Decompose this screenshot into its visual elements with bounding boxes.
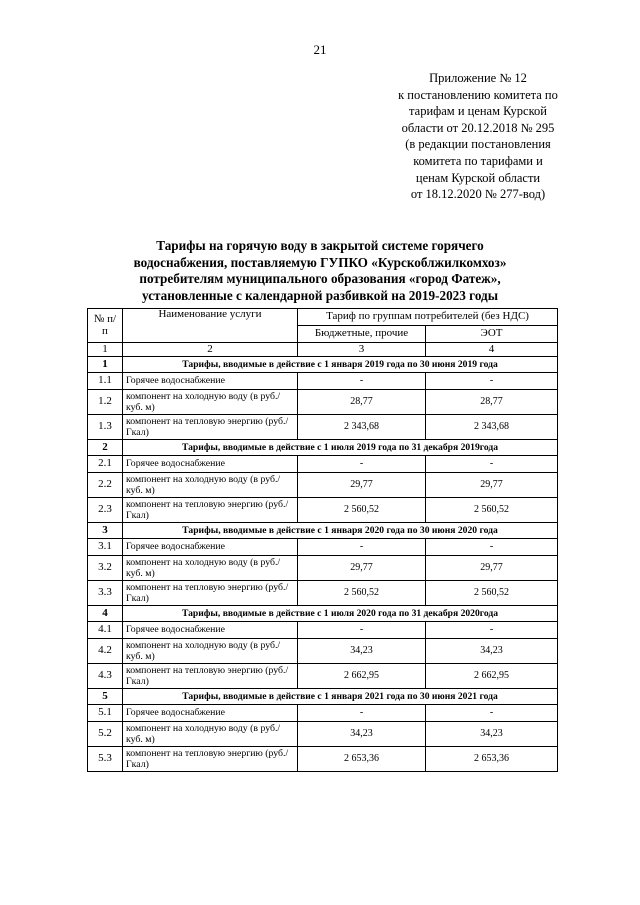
- service-name: компонент на тепловую энергию (руб./Гкал): [123, 747, 298, 772]
- header-tariff-group: Тариф по группам потребителей (без НДС): [298, 309, 558, 326]
- row-number: 4.2: [88, 639, 123, 664]
- tariff-budget: 29,77: [298, 473, 426, 498]
- tariff-eot: 2 343,68: [426, 415, 558, 440]
- table-row: [88, 498, 558, 523]
- index-row: [88, 343, 558, 357]
- tariff-budget: 2 560,52: [298, 581, 426, 606]
- tariff-eot: 2 653,36: [426, 747, 558, 772]
- tariff-eot: -: [426, 622, 558, 639]
- service-name: компонент на тепловую энергию (руб./Гкал): [123, 415, 298, 440]
- tariff-eot: -: [426, 705, 558, 722]
- period-row: [88, 357, 558, 373]
- tariff-budget: 2 560,52: [298, 498, 426, 523]
- tariff-budget: 2 662,95: [298, 664, 426, 689]
- title-line: водоснабжения, поставляемую ГУПКО «Курскоблжилкомхоз»: [133, 254, 507, 270]
- table-row: [88, 373, 558, 390]
- tariff-eot: 29,77: [426, 556, 558, 581]
- title-line: установленные с календарной разбивкой на 2019-2023 годы: [142, 287, 498, 303]
- period-row: [88, 606, 558, 622]
- tariff-eot: -: [426, 539, 558, 556]
- tariff-budget: 34,23: [298, 639, 426, 664]
- appendix-line: комитета по тарифами и: [413, 153, 543, 168]
- table-row: [88, 722, 558, 747]
- tariff-budget: -: [298, 622, 426, 639]
- period-number: 5: [88, 689, 123, 705]
- table-row: [88, 415, 558, 440]
- header-eot: ЭОТ: [426, 326, 558, 343]
- index-cell: 1: [88, 343, 123, 357]
- appendix-line: Приложение № 12: [429, 71, 527, 85]
- tariff-budget: 34,23: [298, 722, 426, 747]
- row-number: 5.2: [88, 722, 123, 747]
- service-name: компонент на холодную воду (в руб./куб. м): [123, 639, 298, 664]
- period-row: [88, 689, 558, 705]
- table-row: [88, 581, 558, 606]
- period-number: 4: [88, 606, 123, 622]
- table-row: [88, 556, 558, 581]
- period-title: Тарифы, вводимые в действие с 1 января 2021 года по 30 июня 2021 года: [123, 689, 558, 705]
- row-number: 4.3: [88, 664, 123, 689]
- service-name: Горячее водоснабжение: [123, 456, 298, 473]
- document-title: [90, 238, 550, 304]
- tariff-eot: 2 560,52: [426, 498, 558, 523]
- service-name: компонент на холодную воду (в руб./куб. м): [123, 473, 298, 498]
- tariff-budget: -: [298, 539, 426, 556]
- title-line: Тарифы на горячую воду в закрытой системе горячего: [156, 238, 484, 253]
- appendix-line: тарифам и ценам Курской: [409, 104, 547, 119]
- table-row: [88, 664, 558, 689]
- index-cell: 2: [123, 343, 298, 357]
- row-number: 2.3: [88, 498, 123, 523]
- tariff-eot: 2 662,95: [426, 664, 558, 689]
- tariff-budget: 2 343,68: [298, 415, 426, 440]
- period-title: Тарифы, вводимые в действие с 1 июля 2019 года по 31 декабря 2019года: [123, 440, 558, 456]
- period-row: [88, 523, 558, 539]
- row-number: 1.1: [88, 373, 123, 390]
- header-num: № п/п: [88, 309, 123, 343]
- period-number: 1: [88, 357, 123, 373]
- service-name: компонент на холодную воду (в руб./куб. м): [123, 556, 298, 581]
- tariff-eot: -: [426, 456, 558, 473]
- period-title: Тарифы, вводимые в действие с 1 января 2020 года по 30 июня 2020 года: [123, 523, 558, 539]
- tariff-budget: -: [298, 456, 426, 473]
- period-number: 3: [88, 523, 123, 539]
- period-row: [88, 440, 558, 456]
- service-name: компонент на тепловую энергию (руб./Гкал): [123, 581, 298, 606]
- table-row: [88, 639, 558, 664]
- appendix-note: [360, 70, 596, 203]
- row-number: 1.3: [88, 415, 123, 440]
- appendix-line: (в редакции постановления: [405, 137, 551, 152]
- service-name: компонент на холодную воду (в руб./куб. м): [123, 722, 298, 747]
- tariff-eot: -: [426, 373, 558, 390]
- page-number: 21: [313, 42, 327, 57]
- service-name: Горячее водоснабжение: [123, 622, 298, 639]
- row-number: 4.1: [88, 622, 123, 639]
- service-name: Горячее водоснабжение: [123, 539, 298, 556]
- row-number: 2.2: [88, 473, 123, 498]
- row-number: 5.1: [88, 705, 123, 722]
- service-name: компонент на тепловую энергию (руб./Гкал): [123, 498, 298, 523]
- appendix-line: от 18.12.2020 № 277-вод): [410, 187, 546, 202]
- tariff-table: [87, 308, 558, 772]
- appendix-line: ценам Курской области: [415, 170, 541, 185]
- tariff-table-body: [88, 309, 558, 772]
- appendix-line: области от 20.12.2018 № 295: [401, 120, 555, 135]
- tariff-budget: 2 653,36: [298, 747, 426, 772]
- service-name: компонент на тепловую энергию (руб./Гкал): [123, 664, 298, 689]
- index-cell: 3: [298, 343, 426, 357]
- row-number: 3.3: [88, 581, 123, 606]
- service-name: Горячее водоснабжение: [123, 373, 298, 390]
- row-number: 2.1: [88, 456, 123, 473]
- tariff-eot: 2 560,52: [426, 581, 558, 606]
- tariff-eot: 29,77: [426, 473, 558, 498]
- table-row: [88, 622, 558, 639]
- tariff-eot: 28,77: [426, 390, 558, 415]
- table-row: [88, 390, 558, 415]
- header-service: Наименование услуги: [123, 309, 298, 343]
- index-cell: 4: [426, 343, 558, 357]
- table-row: [88, 705, 558, 722]
- tariff-eot: 34,23: [426, 639, 558, 664]
- tariff-eot: 34,23: [426, 722, 558, 747]
- tariff-budget: 28,77: [298, 390, 426, 415]
- header-budget: Бюджетные, прочие: [298, 326, 426, 343]
- appendix-line: к постановлению комитета по: [398, 87, 558, 102]
- header-row: [88, 309, 558, 326]
- period-title: Тарифы, вводимые в действие с 1 января 2019 года по 30 июня 2019 года: [123, 357, 558, 373]
- period-number: 2: [88, 440, 123, 456]
- service-name: компонент на холодную воду (в руб./куб. м): [123, 390, 298, 415]
- table-row: [88, 539, 558, 556]
- tariff-budget: -: [298, 705, 426, 722]
- period-title: Тарифы, вводимые в действие с 1 июля 2020 года по 31 декабря 2020года: [123, 606, 558, 622]
- table-row: [88, 473, 558, 498]
- table-row: [88, 456, 558, 473]
- row-number: 1.2: [88, 390, 123, 415]
- tariff-budget: 29,77: [298, 556, 426, 581]
- row-number: 3.1: [88, 539, 123, 556]
- tariff-budget: -: [298, 373, 426, 390]
- row-number: 3.2: [88, 556, 123, 581]
- service-name: Горячее водоснабжение: [123, 705, 298, 722]
- title-line: потребителям муниципального образования «город Фатеж»,: [139, 271, 501, 286]
- row-number: 5.3: [88, 747, 123, 772]
- table-row: [88, 747, 558, 772]
